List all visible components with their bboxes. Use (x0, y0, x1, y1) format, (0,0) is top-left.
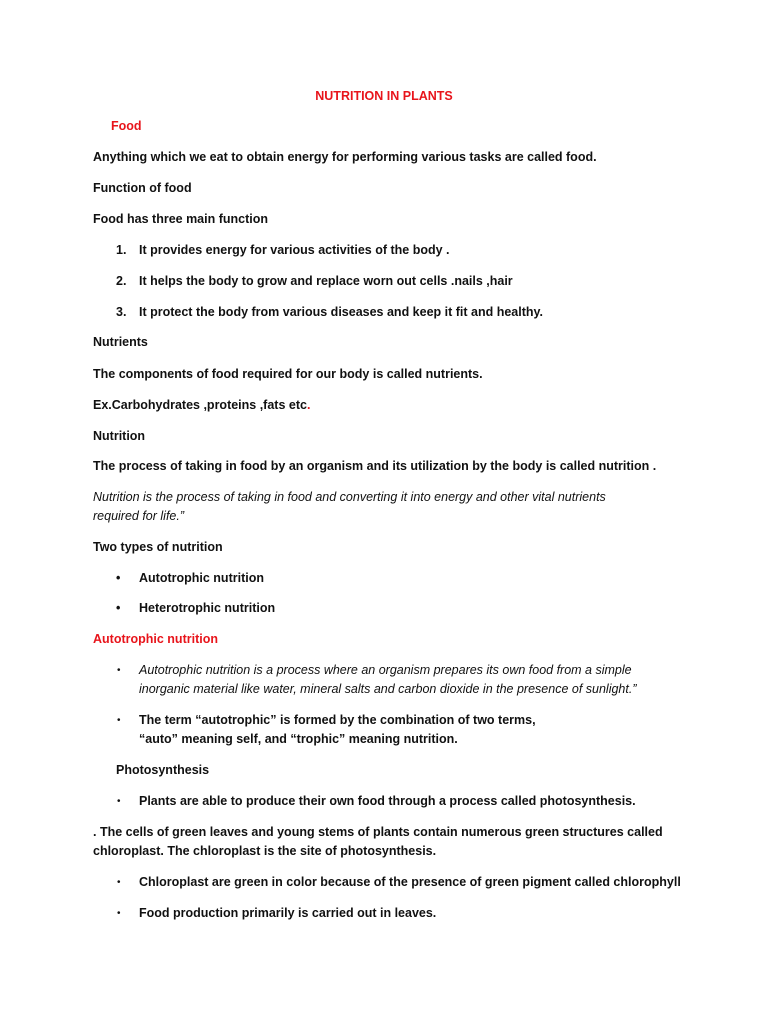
list-item: Food production primarily is carried out in leaves. (139, 906, 437, 920)
nutrition-heading: Nutrition (93, 429, 146, 443)
nutrition-definition: The process of taking in food by an organism and its utilization by the body is called nutrition . (93, 459, 657, 473)
list-number: 1. (116, 243, 127, 257)
autotrophic-def-line-1: Autotrophic nutrition is a process where an organism prepares its own food from a simple (139, 663, 632, 677)
autotrophic-def-line-2: inorganic material like water, mineral salts and carbon dioxide in the presence of sunlight.” (139, 682, 637, 696)
food-definition: Anything which we eat to obtain energy for performing various tasks are called food. (93, 150, 597, 164)
autotrophic-heading: Autotrophic nutrition (93, 632, 218, 646)
list-item: Plants are able to produce their own food through a process called photosynthesis. (139, 794, 636, 808)
list-number: 3. (116, 305, 127, 319)
bullet-icon: • (117, 796, 121, 807)
nutrients-heading: Nutrients (93, 335, 148, 349)
chloroplast-para-line-2: chloroplast. The chloroplast is the site of photosynthesis. (93, 844, 437, 858)
bullet-icon: • (116, 571, 121, 585)
list-item: It protect the body from various diseases and keep it fit and healthy. (139, 305, 544, 319)
chloroplast-para-line-1: . The cells of green leaves and young stems of plants contain numerous green structures called (93, 825, 663, 839)
bullet-icon: • (117, 877, 121, 888)
nutrients-example-text: Ex.Carbohydrates ,proteins ,fats etc (93, 398, 307, 412)
bullet-icon: • (117, 665, 121, 676)
list-item: Chloroplast are green in color because of the presence of green pigment called chlorophyll (139, 875, 681, 889)
bullet-icon: • (117, 715, 121, 726)
food-heading: Food (111, 119, 142, 133)
list-item: Heterotrophic nutrition (139, 601, 276, 615)
page-title: NUTRITION IN PLANTS (315, 89, 453, 103)
nutrients-example (93, 396, 310, 415)
types-heading: Two types of nutrition (93, 540, 223, 554)
list-number: 2. (116, 274, 127, 288)
nutrition-quote-line-1: Nutrition is the process of taking in food and converting it into energy and other vital nutrients (93, 490, 606, 504)
nutrients-example-dot: . (306, 398, 311, 412)
bullet-icon: • (117, 908, 121, 919)
autotrophic-term-line-1: The term “autotrophic” is formed by the combination of two terms, (139, 713, 536, 727)
nutrients-definition: The components of food required for our body is called nutrients. (93, 367, 483, 381)
bullet-icon: • (116, 601, 121, 615)
list-item: It helps the body to grow and replace worn out cells .nails ,hair (139, 274, 513, 288)
nutrition-quote-line-2: required for life.” (93, 509, 185, 523)
photosynthesis-heading: Photosynthesis (116, 763, 210, 777)
list-item: Autotrophic nutrition (139, 571, 264, 585)
list-item: It provides energy for various activities of the body . (139, 243, 450, 257)
autotrophic-term-line-2: “auto” meaning self, and “trophic” meaning nutrition. (139, 732, 458, 746)
function-heading: Function of food (93, 181, 192, 195)
function-intro: Food has three main function (93, 212, 269, 226)
